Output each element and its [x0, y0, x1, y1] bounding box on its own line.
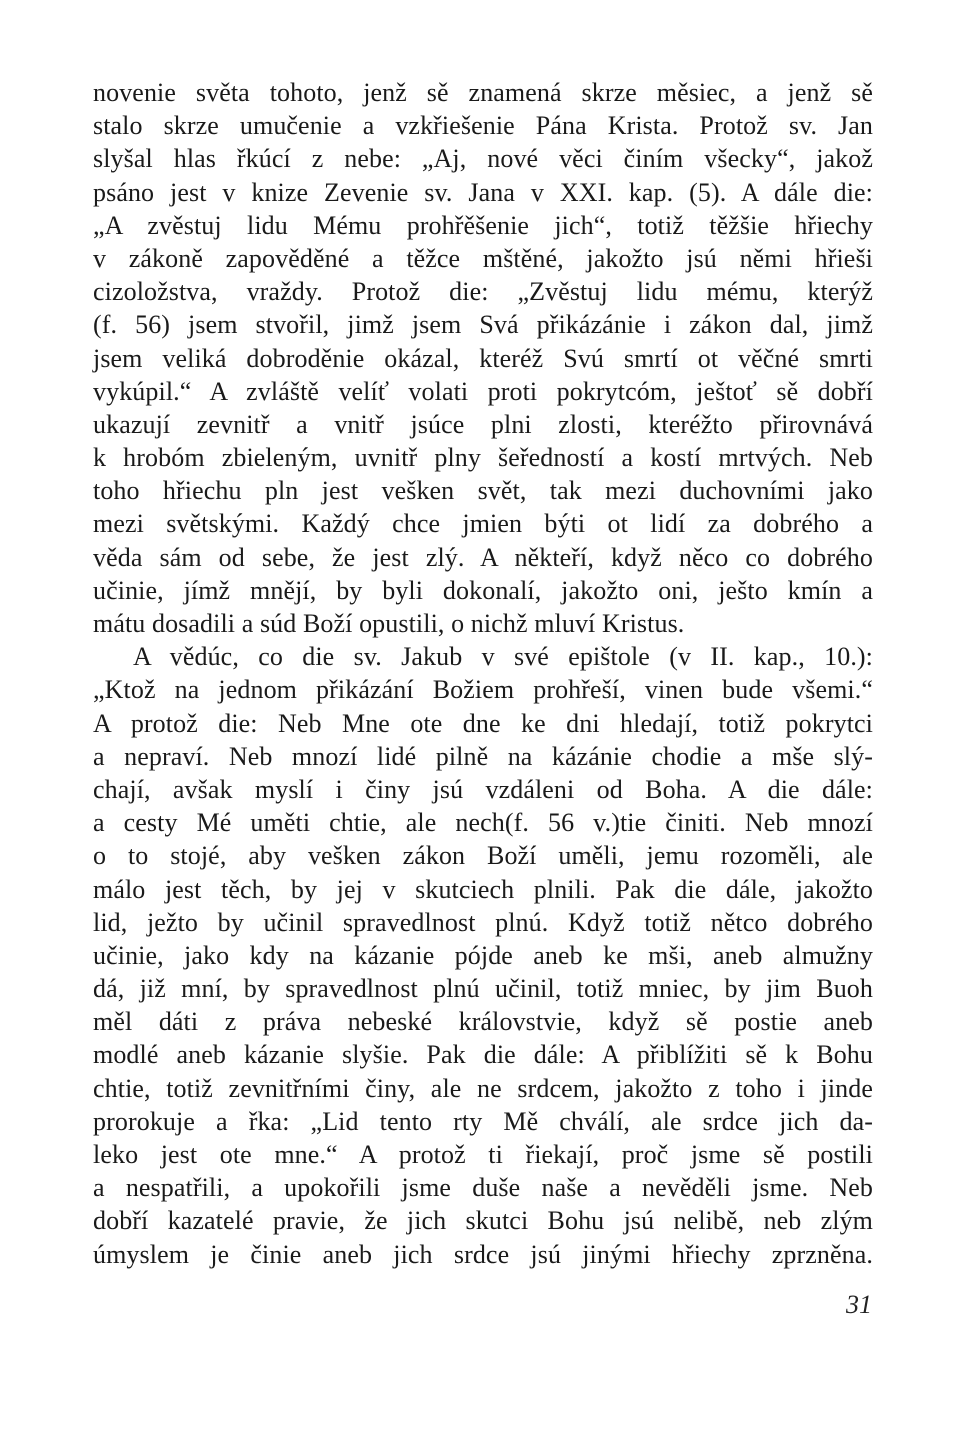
text-line: dá, již mní, by spravedlnost plnú učinil, totiž mniec, by jim Buoh	[93, 974, 873, 1004]
text-line: dobří kazatelé pravie, že jich skutci Bohu jsú nelibě, neb zlým	[93, 1206, 873, 1236]
text-line: mezi světskými. Každý chce jmien býti ot lidí za dobrého a	[93, 509, 873, 539]
text-line: lid, ježto by učinil spravedlnost plnú. Když totiž nětco dobrého	[93, 907, 873, 937]
text-line: prorokuje a řka: „Lid tento rty Mě chválí, ale srdce jich da-	[93, 1106, 873, 1136]
text-line: a nespatřili, a upokořili jsme duše naše a nevěděli jsme. Neb	[93, 1173, 873, 1203]
text-line: málo jest těch, by jej v skutciech plnili. Pak die dále, jakožto	[93, 874, 873, 904]
text-line: stalo skrze umučenie a vzkřiešenie Pána Krista. Protož sv. Jan	[93, 111, 873, 141]
text-line: novenie světa tohoto, jenž sě znamená skrze měsiec, a jenž sě	[93, 78, 873, 107]
text-line: jsem veliká dobroděnie okázal, kteréž Svú smrtí ot věčné smrti	[93, 343, 873, 373]
text-line: modlé aneb kázanie slyšie. Pak die dále: A přiblížiti sě k Bohu	[93, 1040, 873, 1070]
text-line: učinie, jako kdy na kázanie pójde aneb ke mši, aneb almužny	[93, 940, 873, 970]
text-line: leko jest ote mne.“ A protož ti řiekají, proč jsme sě postili	[93, 1140, 873, 1169]
text-line: „Ktož na jednom přikázání Božiem prohřeší, vinen bude všemi.“	[93, 675, 873, 705]
text-line: A vědúc, co die sv. Jakub v své epištole (v II. kap., 10.):	[133, 642, 873, 672]
text-line: A protož die: Neb Mne ote dne ke dni hledají, totiž pokrytci	[93, 708, 873, 738]
text-line: mátu dosadili a súd Boží opustili, o nichž mluví Kristus.	[93, 609, 685, 638]
text-line: „A zvěstuj lidu Mému prohřěšenie jich“, totiž těžšie hřiechy	[93, 210, 873, 240]
text-line: věda sám od sebe, že jest zlý. A někteří, když něco co dobrého	[93, 542, 873, 572]
text-line: a nepraví. Neb mnozí lidé pilně na kázánie chodie a mše slý-	[93, 741, 873, 771]
page-number: 31	[846, 1290, 872, 1319]
text-line: k hrobóm zbieleným, uvnitř plny šeředností a kostí mrtvých. Neb	[93, 443, 873, 473]
text-line: chají, avšak myslí i činy jsú vzdáleni od Boha. A die dále:	[93, 774, 873, 804]
text-line: (f. 56) jsem stvořil, jimž jsem Svá přikázánie i zákon dal, jimž	[93, 310, 873, 340]
text-line: a cesty Mé uměti chtie, ale nech(f. 56 v.)tie činiti. Neb mnozí	[93, 808, 873, 838]
text-line: vykúpil.“ A zvláště velíť volati proti pokrytcóm, ještoť sě dobří	[93, 376, 873, 406]
text-line: chtie, totiž zevnitřními činy, ale ne srdcem, jakožto z toho i jinde	[93, 1073, 873, 1103]
text-line: slyšal hlas řkúcí z nebe: „Aj, nové věci činím všecky“, jakož	[93, 144, 873, 174]
text-line: učinie, jímž mnějí, by byli dokonalí, jakožto oni, ješto kmín a	[93, 575, 873, 605]
text-line: měl dáti z práva nebeské královstvie, když sě postie aneb	[93, 1007, 873, 1037]
text-line: v zákoně zapověděné a těžce mštěné, jakožto jsú němi hřieši	[93, 243, 873, 273]
text-line: ukazují zevnitř a vnitř jsúce plni zlosti, kteréžto přirovnává	[93, 409, 873, 439]
text-line: psáno jest v knize Zevenie sv. Jana v XXI. kap. (5). A dále die:	[93, 177, 873, 207]
body-text	[93, 76, 873, 1271]
text-line: o to stojé, aby vešken zákon Boží uměli, jemu rozoměli, ale	[93, 841, 873, 871]
text-line: úmyslem je činie aneb jich srdce jsú jinými hřiechy zprzněna.	[93, 1239, 873, 1269]
text-line: cizoložstva, vraždy. Protož die: „Zvěstuj lidu mému, kterýž	[93, 277, 873, 307]
text-line: toho hřiechu pln jest vešken svět, tak mezi duchovními jako	[93, 476, 873, 506]
